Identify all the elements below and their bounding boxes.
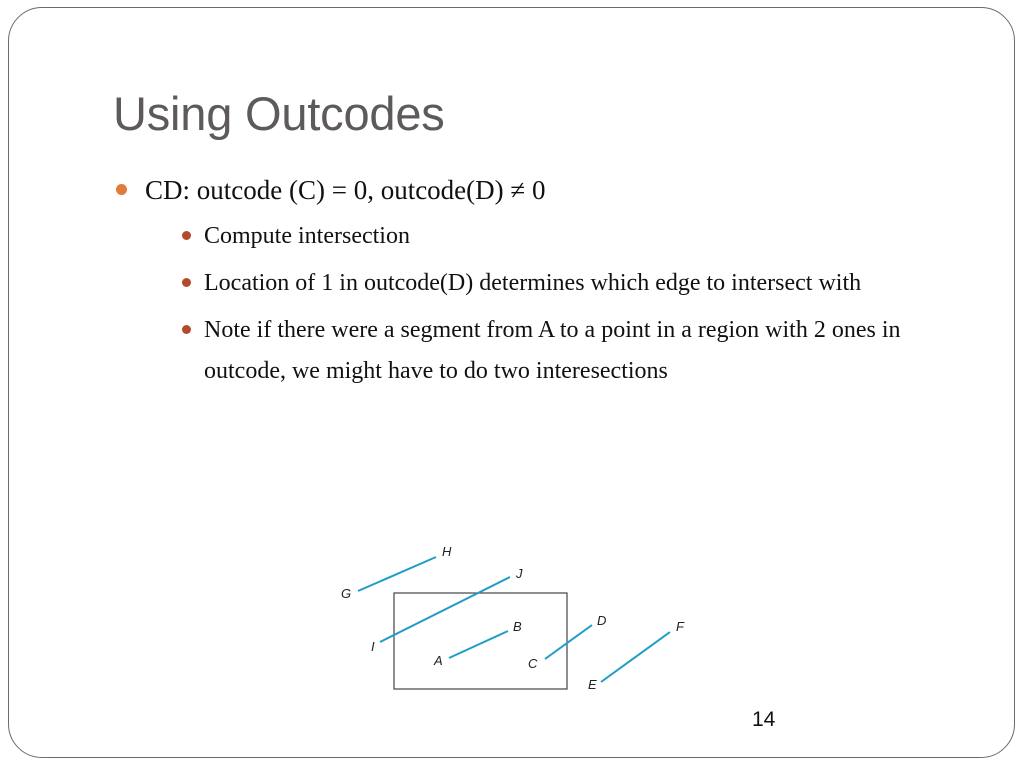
segment-cd [545, 625, 592, 659]
page-number: 14 [752, 708, 776, 731]
sub-bullet-item [145, 216, 976, 257]
segment-gh [358, 557, 436, 591]
slide-title: Using Outcodes [113, 87, 445, 140]
sub-bullet-dot-icon [182, 231, 191, 240]
bullet-dot-icon [116, 184, 127, 195]
bullet-list [116, 170, 976, 398]
segment-ij [380, 577, 510, 642]
segment-ab [449, 631, 508, 658]
label-j: J [516, 566, 523, 581]
label-h: H [442, 544, 452, 559]
sub-bullet-item [145, 310, 976, 392]
segment-ef [601, 632, 670, 682]
label-a: A [434, 653, 443, 668]
clip-window [394, 593, 567, 689]
label-g: G [341, 586, 352, 601]
sub-bullet-text: Note if there were a segment from A to a point in a region with 2 ones in outcode, we might have to do two interesections [204, 317, 901, 384]
bullet-text: CD: outcode (C) = 0, outcode(D) ≠ 0 [145, 175, 546, 205]
sub-bullet-text: Compute intersection [204, 223, 410, 249]
label-c: C [528, 656, 538, 671]
clipping-diagram [330, 535, 700, 705]
sub-bullet-text: Location of 1 in outcode(D) determines which edge to intersect with [204, 270, 862, 296]
label-b: B [513, 619, 522, 634]
label-f: F [676, 619, 684, 634]
sub-bullet-dot-icon [182, 278, 191, 287]
sub-bullet-dot-icon [182, 325, 191, 334]
sub-bullet-item [145, 263, 976, 304]
bullet-item [116, 170, 976, 392]
sub-bullet-list [145, 216, 976, 392]
label-i: I [371, 639, 375, 654]
label-e: E [588, 677, 597, 692]
label-d: D [597, 613, 607, 628]
